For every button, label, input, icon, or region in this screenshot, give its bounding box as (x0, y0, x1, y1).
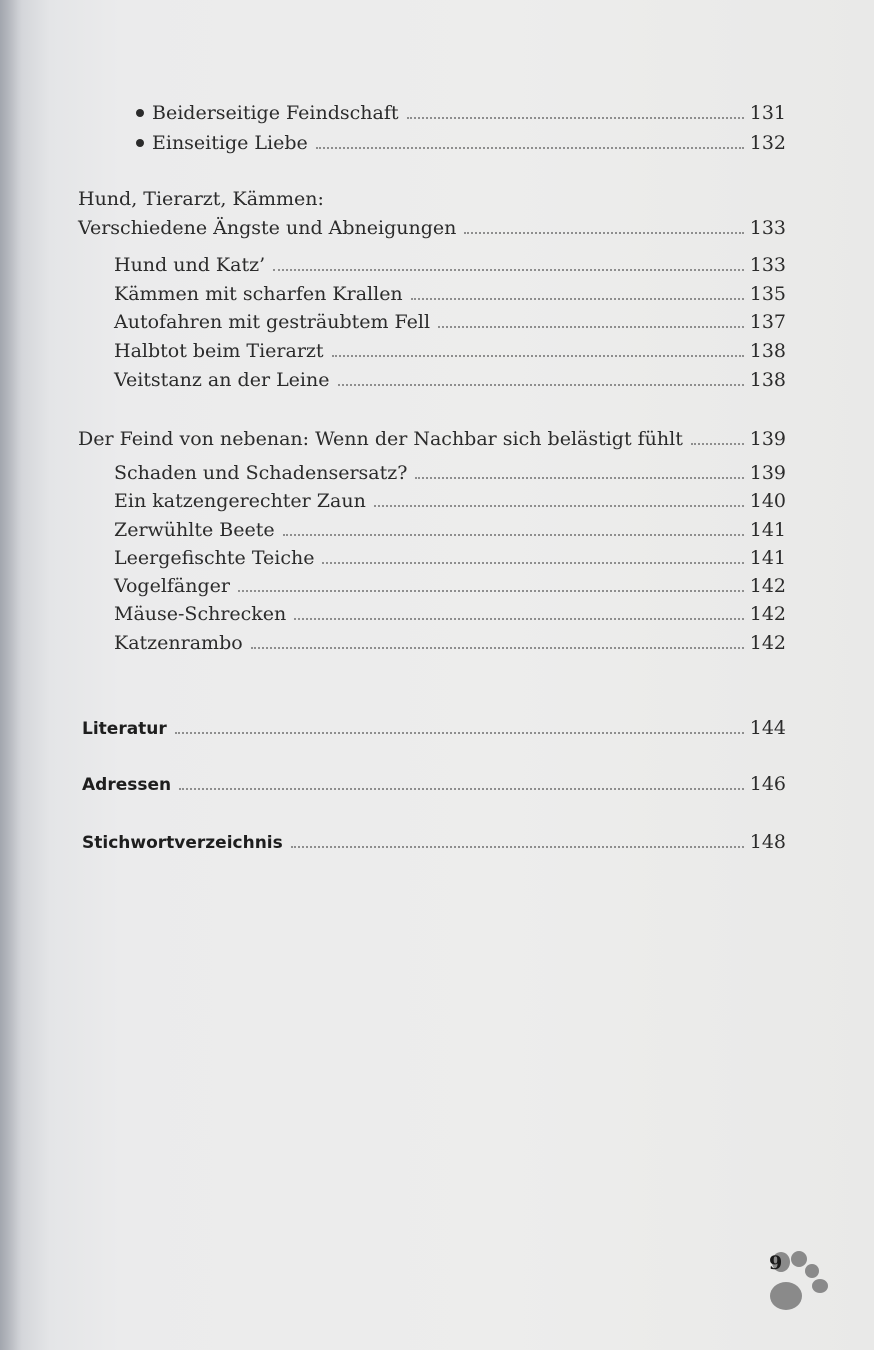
toc-entry-title: Autofahren mit gesträubtem Fell (114, 311, 431, 333)
dot-leader (238, 590, 744, 592)
toc-entry (114, 339, 786, 363)
dot-leader (283, 534, 744, 536)
toc-entry-title: Zerwühlte Beete (114, 519, 275, 541)
dot-leader (374, 505, 744, 507)
toc-page-number: 148 (749, 831, 786, 853)
dot-leader (411, 298, 744, 300)
toc-page-number: 138 (749, 340, 786, 362)
dot-leader (179, 788, 744, 790)
toc-entry (114, 546, 786, 570)
dot-leader (407, 117, 744, 119)
toc-page-number: 132 (749, 132, 786, 154)
toc-bullet-entry (136, 101, 786, 125)
chapter-heading: Verschiedene Ängste und Abneigungen (78, 217, 457, 239)
toc-page-number: 142 (749, 632, 786, 654)
dot-leader (464, 232, 743, 234)
toc-entry-title: Leergefischte Teiche (114, 547, 315, 569)
toc-entry-title: Einseitige Liebe (152, 132, 308, 154)
toc-entry-title: Stichwortverzeichnis (82, 833, 283, 853)
toc-entry (114, 310, 786, 334)
toc-bullet-entry (136, 131, 786, 155)
toc-entry-title: Hund und Katz’ (114, 254, 266, 276)
chapter-heading: Der Feind von nebenan: Wenn der Nachbar sich belästigt fühlt (78, 428, 683, 450)
dot-leader (415, 477, 743, 479)
dot-leader (273, 269, 744, 271)
bullet-icon (136, 109, 144, 117)
dot-leader (251, 647, 744, 649)
toc-page-number: 137 (749, 311, 786, 333)
toc-page-number: 131 (749, 102, 786, 124)
toc-entry (114, 368, 786, 392)
toc-entry-title: Schaden und Schadensersatz? (114, 462, 408, 484)
dot-leader (322, 562, 743, 564)
toc-page-number: 135 (749, 283, 786, 305)
dot-leader (294, 618, 743, 620)
toc-entry (114, 461, 786, 485)
toc-entry-title: Veitstanz an der Leine (114, 369, 330, 391)
toc-entry-title: Katzenrambo (114, 632, 243, 654)
toc-page-number: 142 (749, 603, 786, 625)
back-matter-entry (82, 772, 786, 797)
chapter-heading-entry (78, 216, 786, 240)
dot-leader (291, 846, 744, 848)
toc-entry-title: Mäuse-Schrecken (114, 603, 287, 625)
toc-entry-title: Halbtot beim Tierarzt (114, 340, 324, 362)
toc-entry (114, 602, 786, 626)
toc-entry-title: Vogelfänger (114, 575, 230, 597)
toc-page-number: 141 (749, 547, 786, 569)
toc-entry (114, 518, 786, 542)
bullet-icon (136, 139, 144, 147)
back-matter-entry (82, 716, 786, 741)
toc-page-number: 138 (749, 369, 786, 391)
toc-page-number: 144 (749, 717, 786, 739)
toc-page-number: 142 (749, 575, 786, 597)
page-number: 9 (769, 1252, 783, 1274)
toc-page-number: 139 (749, 428, 786, 450)
book-spine-shadow (0, 0, 22, 1350)
toc-entry (114, 489, 786, 513)
toc-page-number: 133 (749, 254, 786, 276)
dot-leader (316, 147, 744, 149)
toc-entry-title: Kämmen mit scharfen Krallen (114, 283, 403, 305)
chapter-heading: Hund, Tierarzt, Kämmen: (78, 188, 324, 210)
toc-entry (114, 253, 786, 277)
toc-page-number: 139 (749, 462, 786, 484)
toc-entry-title: Beiderseitige Feindschaft (152, 102, 399, 124)
toc-entry (114, 631, 786, 655)
toc-entry (114, 282, 786, 306)
dot-leader (338, 384, 744, 386)
chapter-heading-entry (78, 427, 786, 451)
toc-entry-title: Adressen (82, 775, 172, 795)
toc-page-number: 140 (749, 490, 786, 512)
toc-page-number: 133 (749, 217, 786, 239)
toc-page-number: 146 (749, 773, 786, 795)
toc-entry-title: Ein katzengerechter Zaun (114, 490, 366, 512)
dot-leader (691, 443, 744, 445)
dot-leader (175, 732, 744, 734)
dot-leader (438, 326, 744, 328)
back-matter-entry (82, 830, 786, 855)
dot-leader (332, 355, 744, 357)
toc-page-number: 141 (749, 519, 786, 541)
toc-entry-title: Literatur (82, 719, 167, 739)
toc-entry (114, 574, 786, 598)
